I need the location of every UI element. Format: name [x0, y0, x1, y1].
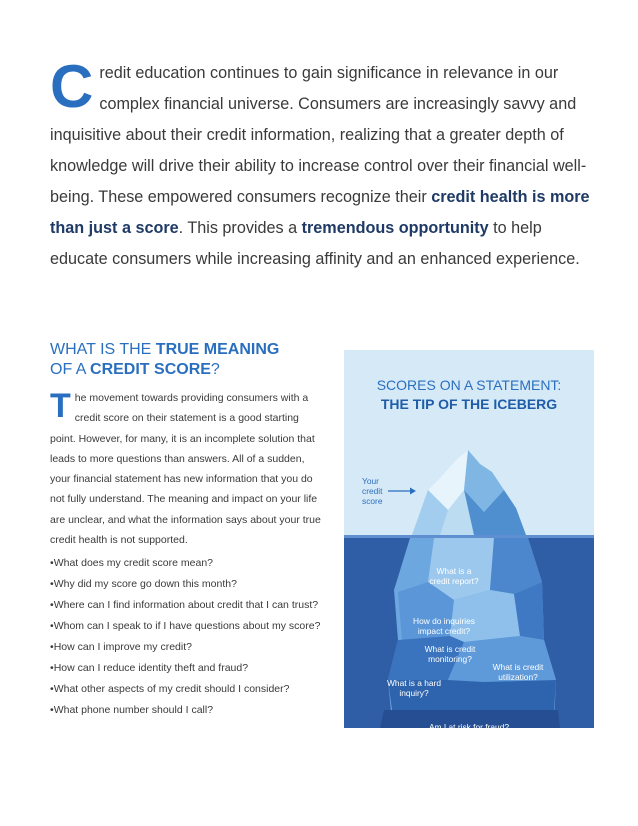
section-body [50, 388, 322, 550]
section-dropcap: T [50, 387, 71, 425]
panel-title-line2: THE TIP OF THE ICEBERG [380, 396, 558, 412]
intro-paragraph [50, 53, 590, 275]
list-item: • Where can I find information about credit that I can trust? [50, 596, 322, 615]
label-your-score: Your credit score [362, 476, 383, 506]
heading-bold-2: CREDIT SCORE [90, 361, 211, 378]
waterline [344, 535, 594, 538]
iceberg-illustration [344, 350, 594, 826]
panel-title [344, 376, 594, 414]
intro-text-1: redit education continues to gain significance in relevance in our complex financial universe. Consumers are increasingly savvy and inquisitive about their credit information, realizing that a greater depth of knowledge will drive their ability to increase control over their financial well-being. These empowered consumers recognize their [50, 64, 587, 206]
label-inquiries: How do inquiries impact credit? [413, 616, 475, 636]
label-credit-report: What is a credit report? [429, 566, 479, 586]
intro-bold-2: tremendous opportunity [301, 219, 489, 237]
label-hard-inquiry: What is a hard inquiry? [387, 678, 441, 698]
intro-bold-1: credit health is more than just a score [50, 188, 590, 237]
panel-title-line1: SCORES ON A STATEMENT: [376, 377, 562, 393]
list-item: • What other aspects of my credit should I consider? [50, 680, 322, 699]
heading-pre: WHAT IS THE [50, 341, 156, 358]
intro-text-2: . This provides a [178, 219, 302, 237]
label-fraud: Am I at risk for fraud? [428, 722, 510, 732]
list-item: • Whom can I speak to if I have questions about my score? [50, 617, 322, 636]
heading-mid: OF A [50, 361, 91, 378]
list-item: • Why did my score go down this month? [50, 575, 322, 594]
question-list [50, 554, 322, 720]
list-item: • What phone number should I call? [50, 701, 322, 720]
heading-bold-1: TRUE MEANING [155, 341, 280, 358]
list-item: • How can I improve my credit? [50, 638, 322, 657]
list-item: • How can I reduce identity theft and fraud? [50, 659, 322, 678]
intro-dropcap: C [50, 53, 94, 120]
intro-text-3: to help educate consumers while increasing affinity and an enhanced experience. [50, 219, 580, 268]
panel-bottom-cut [344, 728, 594, 826]
section-heading [50, 340, 322, 380]
section-body-text: he movement towards providing consumers with a credit score on their statement is a good starting point. However, for many, it is an incomplete solution that leads to more questions than answers. All of a sudden, your financial statement has new information that you do not fully understand. The meaning and impact on your life are unclear, and what the information says about your true credit health is not supported. [50, 392, 321, 547]
label-credit-utilization: What is credit utilization? [492, 662, 544, 682]
left-column [50, 340, 322, 722]
score-arrow-head [410, 488, 416, 495]
heading-post: ? [210, 361, 220, 378]
list-item: • What does my credit score mean? [50, 554, 322, 573]
iceberg-panel [344, 350, 594, 826]
label-credit-monitoring: What is credit monitoring? [424, 644, 476, 664]
